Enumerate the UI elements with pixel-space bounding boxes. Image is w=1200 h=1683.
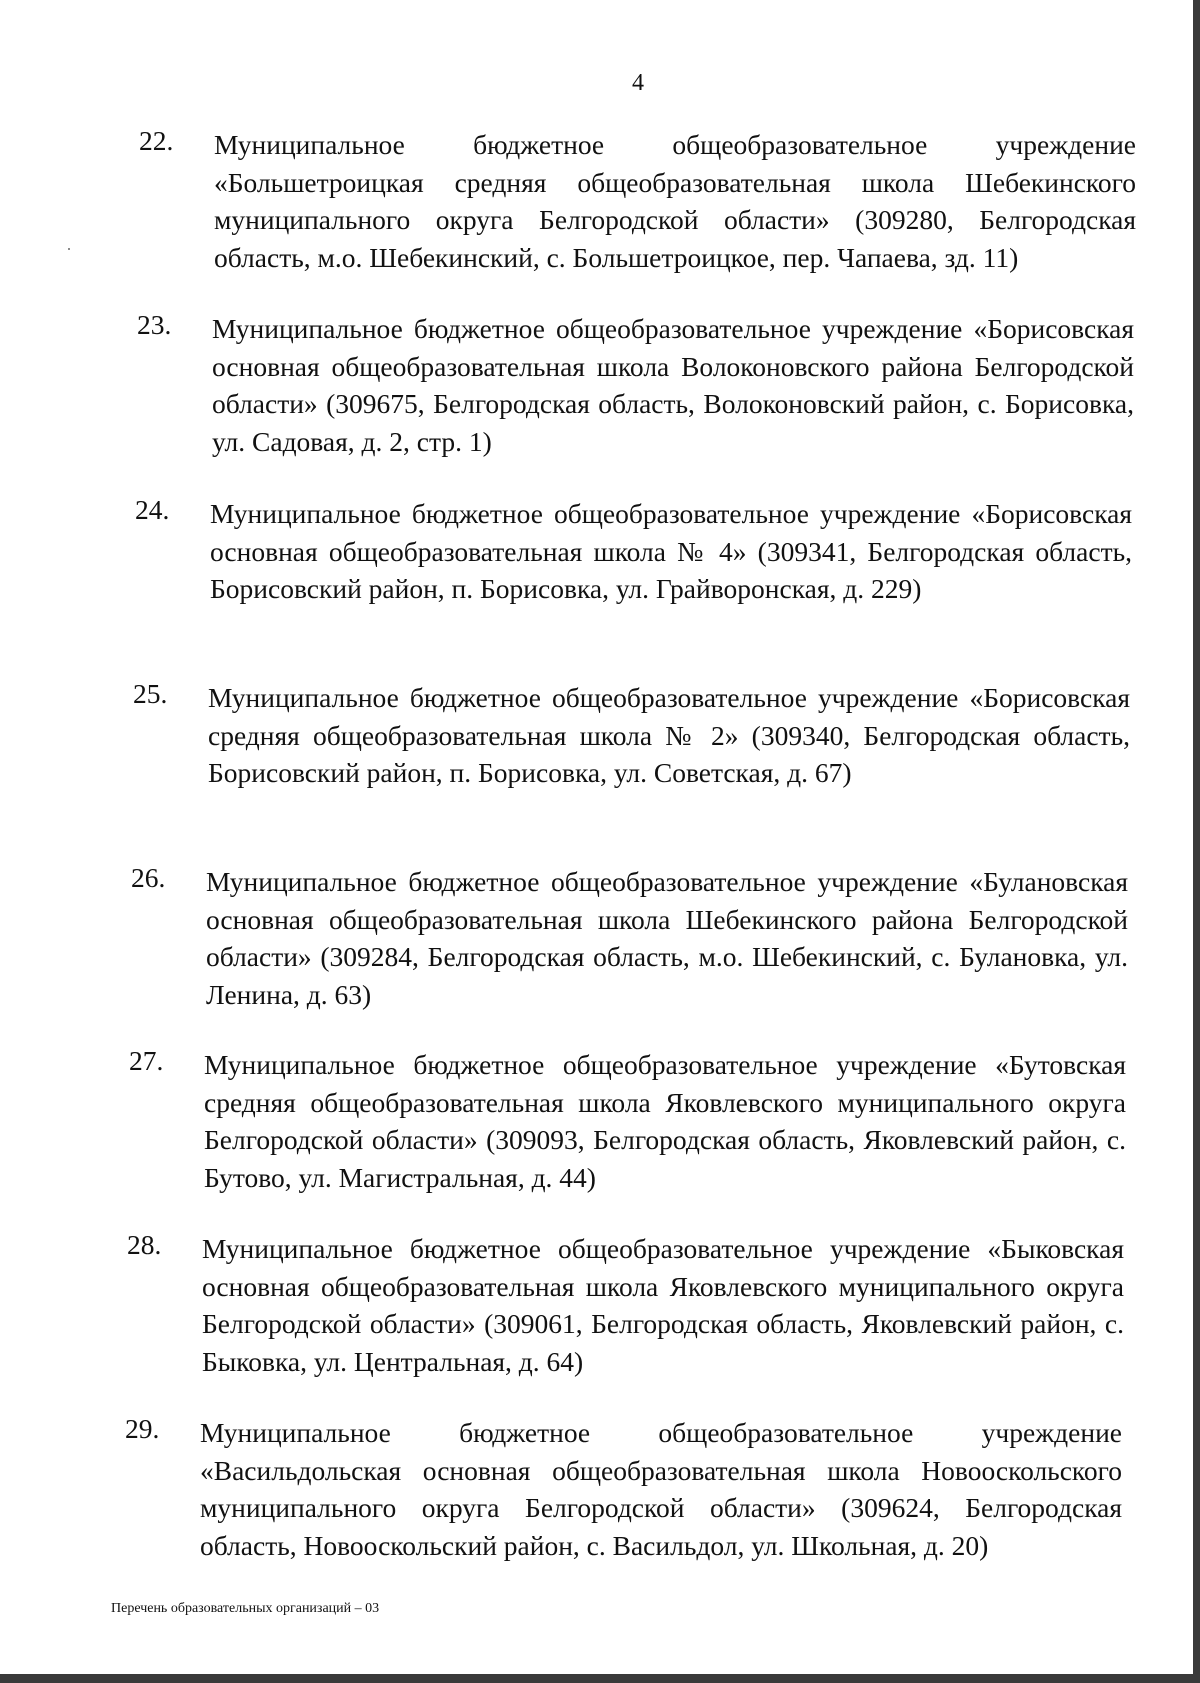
list-item (125, 1413, 1122, 1564)
footer-note: Перечень образовательных организаций – 03 (111, 1601, 380, 1616)
item-number: 29. (125, 1413, 160, 1444)
page-number: 4 (632, 70, 644, 96)
list-item (135, 494, 1132, 608)
item-number: 25. (133, 678, 168, 709)
item-text: Муниципальное бюджетное общеобразовательное учреждение «Васильдольская основная общеобразовательная школа Новооскольского муниципального округа Белгородской области» (309624, Белгородская область, Новооскольский район, с. Васильдол, ул. Школьная, д. 20) (200, 1417, 1122, 1561)
list-item (139, 125, 1136, 276)
item-text: Муниципальное бюджетное общеобразовательное учреждение «Борисовская основная общеобразовательная школа Волоконовского района Белгородской области» (309675, Белгородская область, Волоконовский район, с. Борисовка, ул. Садовая, д. 2, стр. 1) (212, 313, 1134, 457)
item-number: 28. (127, 1229, 162, 1260)
item-text: Муниципальное бюджетное общеобразовательное учреждение «Борисовская средняя общеобразовательная школа № 2» (309340, Белгородская область, Борисовский район, п. Борисовка, ул. Советская, д. 67) (208, 682, 1130, 788)
item-number: 27. (129, 1045, 164, 1076)
list-item (131, 862, 1128, 1013)
item-text: Муниципальное бюджетное общеобразовательное учреждение «Булановская основная общеобразовательная школа Шебекинского района Белгородской области» (309284, Белгородская область, м.о. Шебекинский, с. Булановка, ул. Ленина, д. 63) (206, 866, 1128, 1010)
list-item (137, 309, 1134, 460)
list-item (129, 1045, 1126, 1196)
item-number: 23. (137, 309, 172, 340)
item-number: 22. (139, 125, 174, 156)
item-text: Муниципальное бюджетное общеобразовательное учреждение «Борисовская основная общеобразовательная школа № 4» (309341, Белгородская область, Борисовский район, п. Борисовка, ул. Грайворонская, д. 229) (210, 498, 1132, 604)
item-number: 26. (131, 862, 166, 893)
item-text: Муниципальное бюджетное общеобразовательное учреждение «Большетроицкая средняя общеобразовательная школа Шебекинского муниципального округа Белгородской области» (309280, Белгородская область, м.о. Шебекинский, с. Большетроицкое, пер. Чапаева, зд. 11) (214, 129, 1136, 273)
item-text: Муниципальное бюджетное общеобразовательное учреждение «Быковская основная общеобразовательная школа Яковлевского муниципального округа Белгородской области» (309061, Белгородская область, Яковлевский район, с. Быковка, ул. Центральная, д. 64) (202, 1233, 1124, 1377)
scan-speck (68, 248, 70, 250)
item-number: 24. (135, 494, 170, 525)
list-item (133, 678, 1130, 792)
item-text: Муниципальное бюджетное общеобразовательное учреждение «Бутовская средняя общеобразовательная школа Яковлевского муниципального округа Белгородской области» (309093, Белгородская область, Яковлевский район, с. Бутово, ул. Магистральная, д. 44) (204, 1049, 1126, 1193)
list-item (127, 1229, 1124, 1380)
